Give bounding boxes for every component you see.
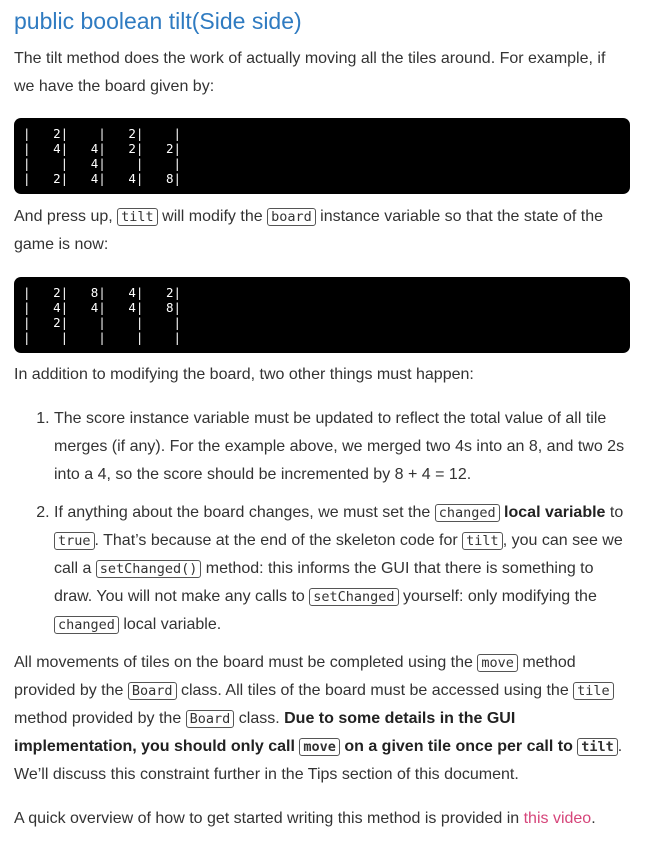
overview-paragraph [14, 805, 630, 833]
movements-paragraph [14, 649, 630, 789]
bold-text: on a given tile once per call to [339, 738, 578, 755]
inline-code-tilt: tilt [117, 208, 158, 226]
inline-code-board-class: Board [128, 682, 177, 700]
video-link[interactable]: this video [523, 810, 592, 827]
bold-text: local variable [504, 504, 606, 521]
inline-code-board-class: Board [186, 710, 235, 728]
inline-code-changed: changed [435, 504, 500, 522]
text-span: to [605, 504, 624, 521]
board-after-code: | 2| 8| 4| 2| | 4| 4| 4| 8| | 2| | | | | | | | | [14, 277, 630, 353]
inline-code-tile: tile [573, 682, 614, 700]
text-span: local variable. [118, 616, 222, 633]
inline-code-true: true [54, 532, 95, 550]
text-span: method provided by the [14, 654, 576, 699]
text-span: . We’ll discuss this constraint further in the Tips section of this document. [14, 738, 623, 783]
text-span: method: this informs the GUI that there is something to draw. You will not make any calls to [54, 560, 594, 605]
text-span: A quick overview of how to get started writing this method is provided in [14, 810, 524, 827]
inline-code-move: move [477, 654, 518, 672]
text-span: instance variable so that the state of the game is now: [14, 208, 603, 253]
bold-text: Due to some details in the GUI implementation, you should only call [14, 710, 516, 755]
document-page [14, 0, 630, 833]
text-span: , you can see we call a [54, 532, 623, 577]
text-span: method provided by the [14, 710, 186, 727]
inline-code-move: move [299, 738, 340, 756]
board-before-code: | 2| | 2| | | 4| 4| 2| 2| | | 4| | | | 2| 4| 4| 8| [14, 118, 630, 194]
text-span: All movements of tiles on the board must be completed using the [14, 654, 478, 671]
list-item [54, 405, 630, 489]
list-item-text: The score instance variable must be updated to reflect the total value of all tile merges (if any). For the example above, we merged two 4s into an 8, and two 2s into a 4, so the score should be incremented by 8 + 4 = 12. [54, 410, 625, 483]
inline-code-tilt: tilt [462, 532, 503, 550]
inline-code-tilt: tilt [577, 738, 618, 756]
intro-text: The tilt method does the work of actually moving all the tiles around. For example, if we have the board given by: [14, 50, 606, 95]
requirements-list [14, 405, 630, 639]
inline-code-setchanged: setChanged [309, 588, 398, 606]
intro-paragraph [14, 45, 630, 101]
after-press-paragraph [14, 203, 630, 259]
inline-code-setchanged-call: setChanged() [96, 560, 202, 578]
additional-paragraph: In addition to modifying the board, two other things must happen: [14, 366, 474, 383]
text-span: yourself: only modifying the [398, 588, 597, 605]
text-span: If anything about the board changes, we must set the [54, 504, 435, 521]
list-item [54, 499, 630, 639]
inline-code-board: board [267, 208, 316, 226]
text-span: class. All tiles of the board must be accessed using the [176, 682, 574, 699]
text-span: will modify the [157, 208, 268, 225]
text-span: . That’s because at the end of the skeleton code for [94, 532, 463, 549]
text-span: . [591, 810, 596, 827]
inline-code-changed: changed [54, 616, 119, 634]
text-span: And press up, [14, 208, 118, 225]
method-heading: public boolean tilt(Side side) [14, 8, 302, 34]
text-span: class. [234, 710, 285, 727]
